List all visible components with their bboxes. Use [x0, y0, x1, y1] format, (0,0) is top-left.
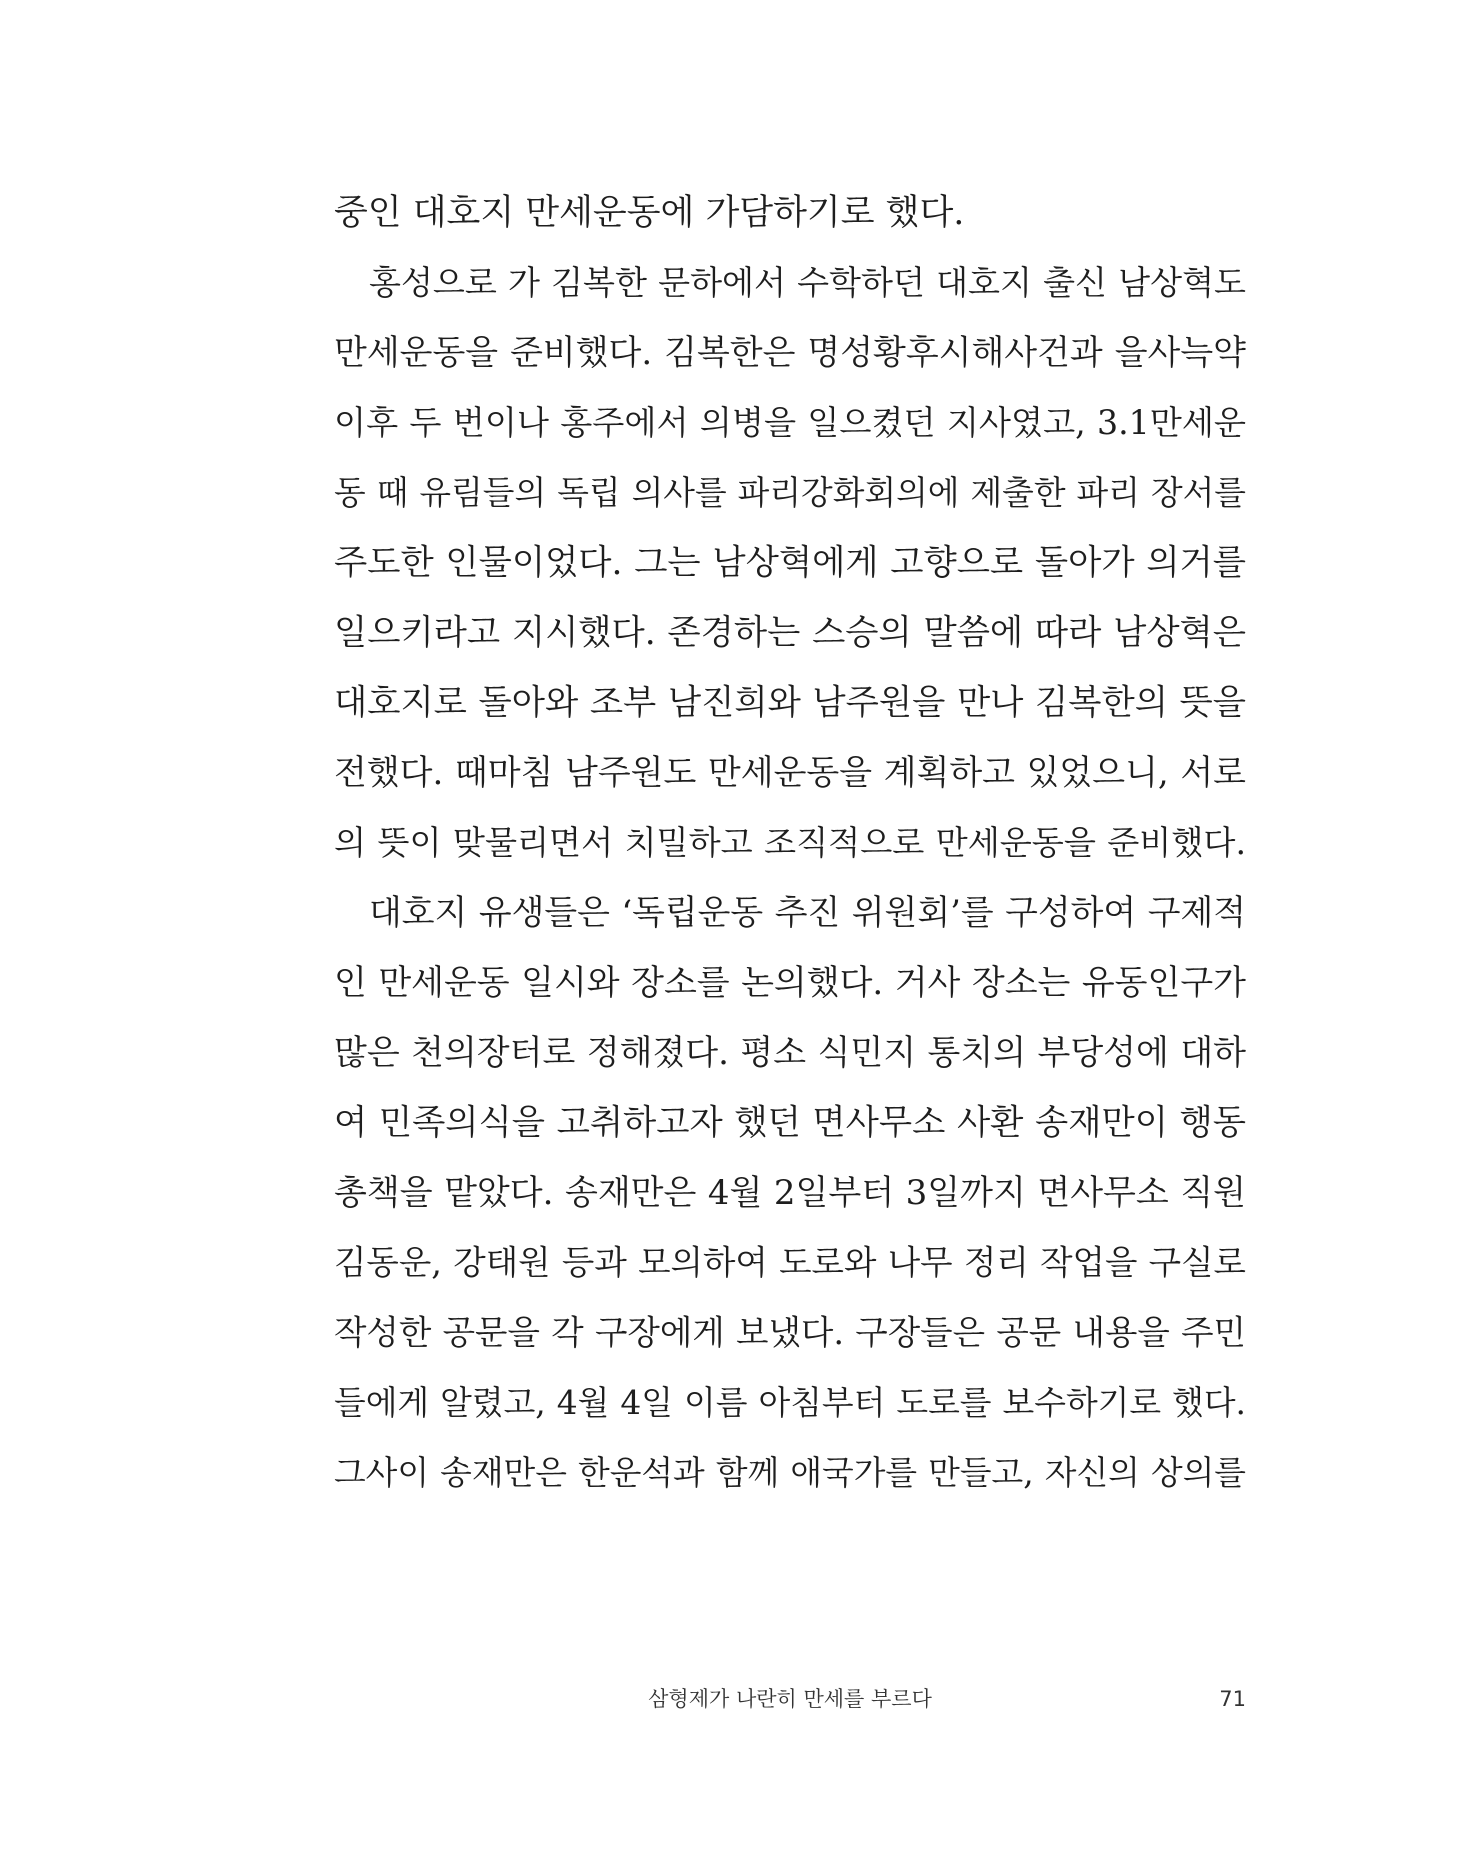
- text-line: 전했다. 때마침 남주원도 만세운동을 계획하고 있었으니, 서로: [334, 753, 1246, 793]
- text-line: 주도한 인물이었다. 그는 남상혁에게 고향으로 돌아가 의거를: [334, 543, 1246, 583]
- running-footer-title: 삼형제가 나란히 만세를 부르다: [648, 1687, 932, 1711]
- text-line: 홍성으로 가 김복한 문하에서 수학하던 대호지 출신 남상혁도: [369, 263, 1246, 302]
- text-line: 많은 천의장터로 정해졌다. 평소 식민지 통치의 부당성에 대하: [334, 1033, 1246, 1073]
- text-line: 의 뜻이 맞물리면서 치밀하고 조직적으로 만세운동을 준비했다.: [334, 823, 1246, 862]
- text-line: 이후 두 번이나 홍주에서 의병을 일으켰던 지사였고, 3.1만세운: [334, 403, 1246, 442]
- text-line: 일으키라고 지시했다. 존경하는 스승의 말씀에 따라 남상혁은: [334, 613, 1246, 653]
- text-line: 대호지 유생들은 ‘독립운동 추진 위원회’를 구성하여 구제적: [369, 893, 1246, 932]
- text-line: 들에게 알렸고, 4월 4일 이름 아침부터 도로를 보수하기로 했다.: [334, 1384, 1246, 1422]
- text-line: 김동운, 강태원 등과 모의하여 도로와 나무 정리 작업을 구실로: [334, 1243, 1246, 1282]
- text-line: 총책을 맡았다. 송재만은 4월 2일부터 3일까지 면사무소 직원: [334, 1173, 1246, 1213]
- text-line: 만세운동을 준비했다. 김복한은 명성황후시해사건과 을사늑약: [334, 333, 1246, 373]
- text-line: 대호지로 돌아와 조부 남진희와 남주원을 만나 김복한의 뜻을: [334, 683, 1246, 723]
- body-text: [334, 178, 1246, 1508]
- text-line: 그사이 송재만은 한운석과 함께 애국가를 만들고, 자신의 상의를: [334, 1454, 1246, 1492]
- page-number: 71: [1219, 1687, 1246, 1711]
- text-line: 동 때 유림들의 독립 의사를 파리강화회의에 제출한 파리 장서를: [334, 474, 1246, 512]
- text-line: 여 민족의식을 고취하고자 했던 면사무소 사환 송재만이 행동: [334, 1103, 1246, 1143]
- text-line: 인 만세운동 일시와 장소를 논의했다. 거사 장소는 유동인구가: [334, 963, 1246, 1003]
- text-line: 중인 대호지 만세운동에 가담하기로 했다.: [334, 193, 965, 233]
- text-line: 작성한 공문을 각 구장에게 보냈다. 구장들은 공문 내용을 주민: [334, 1313, 1246, 1352]
